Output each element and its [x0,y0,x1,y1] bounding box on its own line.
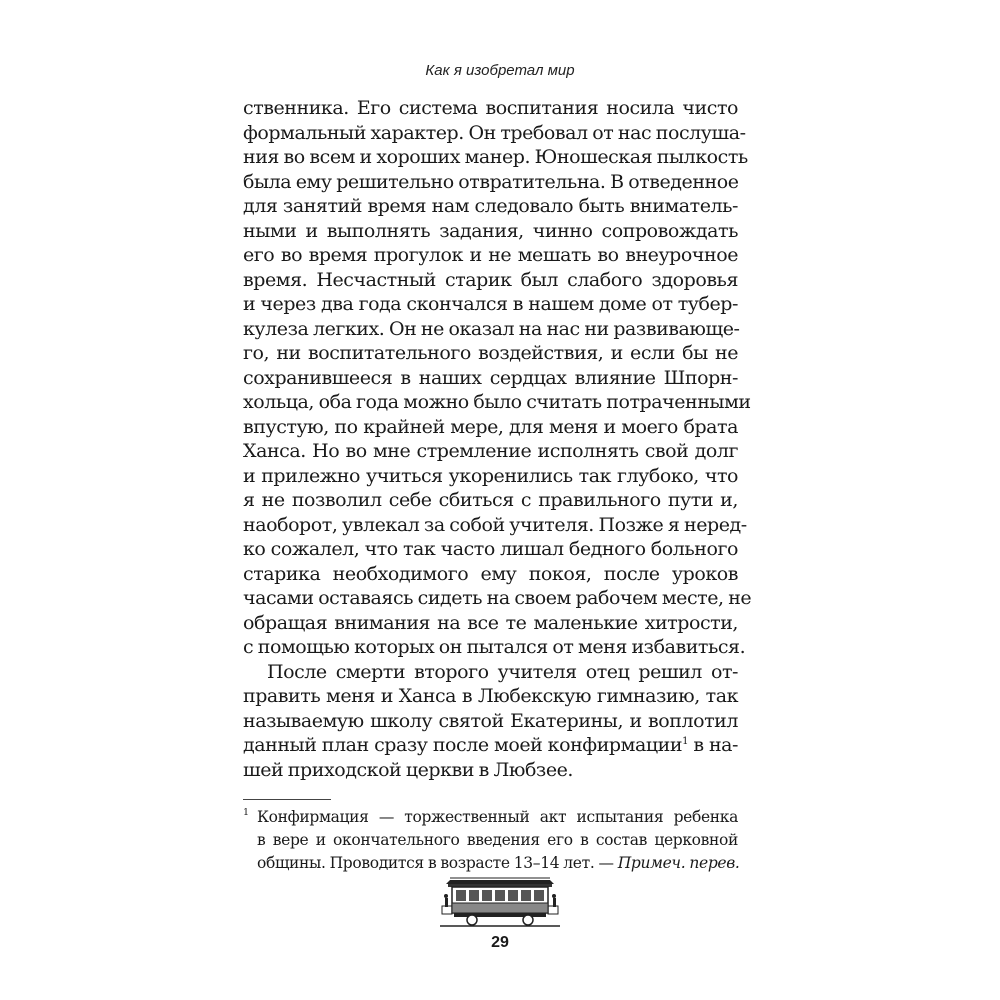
text-line: с помощью которых он пытался от меня избавиться. [243,636,746,658]
text-line: время. Несчастный старик был слабого здоровья [243,268,738,291]
text-line: шей приходской церкви в Любзее. [243,758,574,781]
footnote-line: в вере и окончательного введения его в состав церковной [257,831,738,849]
text-line-with-footnote [243,733,738,758]
text-line: ко сожалел, что так часто лишал бедного больного [243,538,738,560]
text-line: часами оставаясь сидеть на своем рабочем месте, не [243,587,752,609]
footnote-divider [243,799,331,800]
translator-note: Примеч. перев. [617,854,740,872]
footnote-line [243,852,738,875]
text-line: хольца, оба года можно было считать потраченными [243,391,751,413]
footnote-reference: 1 [682,736,688,747]
text-line: называемую школу святой Екатерины, и воплотил [243,709,738,732]
text-line: я не позволил себе сбиться с правильного пути и, [243,489,738,511]
text-line: После смерти второго учителя отец решил от- [267,660,738,683]
text-line: его во время прогулок и не мешать во внеурочное [243,244,738,266]
text-line: го, ни воспитательного воздействия, и если бы не [243,342,738,364]
text-line: Ханса. Но во мне стремление исполнять свой долг [243,440,738,462]
text-line: и через два года скончался в нашем доме от тубер- [243,293,738,315]
text-line: наоборот, увлекал за собой учителя. Позже я неред- [243,513,747,536]
footnote-text: общины. Проводится в возрасте 13–14 лет. — [257,854,614,872]
text-line: кулеза легких. Он не оказал на нас ни развивающе- [243,317,740,340]
text-line: править меня и Ханса в Любекскую гимназию, так [243,685,738,707]
text-line: ными и выполнять задания, чинно сопровождать [243,219,738,242]
body-text [243,96,752,782]
page-number: 29 [491,934,509,951]
text-line: и прилежно учиться укоренились так глубоко, что [243,464,738,487]
text-line: была ему решительно отвратительна. В отведенное [243,170,739,193]
text-line: сохранившееся в наших сердцах влияние Шпорн- [243,366,738,389]
footnote-number: 1 [243,807,249,818]
text-segment: данный план сразу после моей конфирмации [243,734,683,756]
footnote-text: Конфирмация — торжественный акт испытания ребенка [257,808,738,826]
text-line: ния во всем и хороших манер. Юношеская пылкость [243,146,748,168]
text-line: старика необходимого ему покоя, после уроков [243,562,738,585]
running-head: Как я изобретал мир [425,62,575,79]
text-segment: в на- [693,734,739,756]
footnote-line [243,806,738,829]
tram-illustration-icon [440,876,560,928]
text-line: для занятий время нам следовало быть вниматель- [243,195,738,217]
text-line: обращая внимания на все те маленькие хитрости, [243,611,738,634]
text-line: ственника. Его система воспитания носила чисто [243,97,738,119]
text-line: впустую, по крайней мере, для меня и моего брата [243,415,738,438]
text-line: формальный характер. Он требовал от нас послуша- [243,121,746,144]
footnote [243,806,738,875]
